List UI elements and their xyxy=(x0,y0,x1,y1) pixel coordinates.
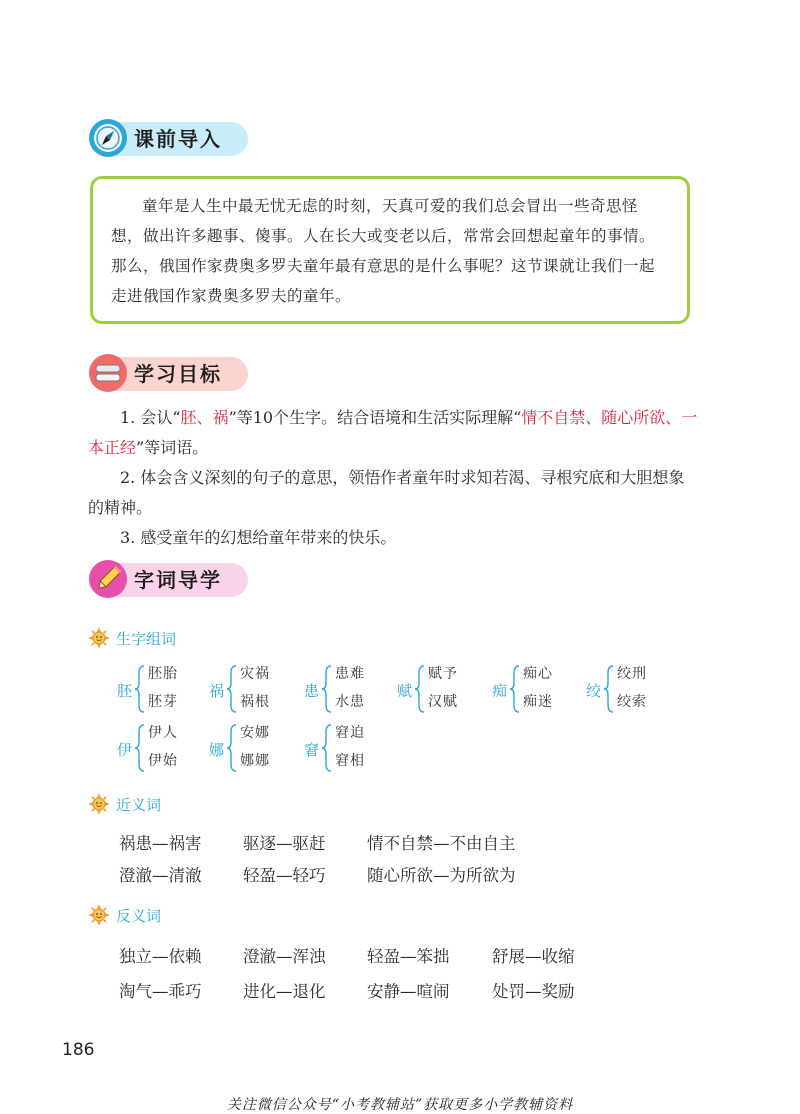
brace-icon xyxy=(134,665,146,713)
goal-1-text-a: 1. 会认“ xyxy=(120,408,181,427)
antonym-pair: 舒展—收缩 xyxy=(492,947,575,966)
char-group-char: 患 xyxy=(304,682,320,700)
subhead-antonyms-label: 反义词 xyxy=(116,907,162,925)
goal-1-chars: 胚、祸 xyxy=(180,408,229,427)
compass-icon xyxy=(88,118,128,158)
brace-icon xyxy=(603,665,615,713)
char-group-char: 窘 xyxy=(304,741,320,759)
char-group-word-1: 赋予 xyxy=(428,666,458,682)
brace-icon xyxy=(226,665,238,713)
char-group xyxy=(492,663,592,719)
char-group-char: 胚 xyxy=(117,682,133,700)
char-group-word-1: 窘迫 xyxy=(335,725,365,741)
char-group xyxy=(209,722,309,778)
goal-1-text-c: ”等词语。 xyxy=(136,438,209,457)
synonym-pair: 驱逐—驱赶 xyxy=(243,834,326,853)
char-group xyxy=(586,663,686,719)
pencil-icon xyxy=(88,559,128,599)
subhead-synonyms xyxy=(88,793,188,815)
synonym-pair: 随心所欲—为所欲为 xyxy=(367,866,516,885)
book-stack-icon xyxy=(88,353,128,393)
section-title-vocab: 字词导学 xyxy=(106,563,248,597)
char-group-word-2: 水患 xyxy=(335,694,365,710)
brace-icon xyxy=(509,665,521,713)
char-group-word-1: 绞刑 xyxy=(617,666,647,682)
char-group-char: 痴 xyxy=(492,682,508,700)
section-header-vocab xyxy=(88,559,258,601)
goal-2 xyxy=(88,463,698,523)
antonym-pair: 澄澈—浑浊 xyxy=(243,947,326,966)
page-number: 186 xyxy=(62,1040,95,1060)
sun-icon xyxy=(88,793,110,815)
sun-icon xyxy=(88,904,110,926)
synonym-pair: 澄澈—清澈 xyxy=(119,866,202,885)
antonym-pair: 独立—依赖 xyxy=(119,947,202,966)
section-title-intro: 课前导入 xyxy=(106,122,248,156)
char-group xyxy=(117,722,217,778)
brace-icon xyxy=(321,724,333,772)
char-group-word-2: 娜娜 xyxy=(240,753,270,769)
synonym-pair: 祸患—祸害 xyxy=(119,834,202,853)
section-header-goals xyxy=(88,353,258,395)
char-group xyxy=(117,663,217,719)
sun-icon xyxy=(88,627,110,649)
goal-1-words: 情不自禁、随心所欲、一本正经 xyxy=(88,408,698,457)
synonym-pair: 轻盈—轻巧 xyxy=(243,866,326,885)
antonym-pair: 轻盈—笨拙 xyxy=(367,947,450,966)
synonym-pair: 情不自禁—不由自主 xyxy=(367,834,516,853)
char-group-word-2: 汉赋 xyxy=(428,694,458,710)
goal-3 xyxy=(88,523,698,553)
char-group-char: 娜 xyxy=(209,741,225,759)
char-group-word-1: 灾祸 xyxy=(240,666,270,682)
char-group-word-1: 痴心 xyxy=(523,666,553,682)
subhead-chars xyxy=(88,627,208,649)
char-group-word-2: 窘相 xyxy=(335,753,365,769)
antonym-pair: 处罚—奖励 xyxy=(492,982,575,1001)
char-group xyxy=(304,722,404,778)
intro-box xyxy=(90,176,690,324)
char-group-char: 伊 xyxy=(117,741,133,759)
goal-1 xyxy=(88,403,698,463)
goal-1-text-b: ”等10个生字。结合语境和生活实际理解“ xyxy=(228,408,522,427)
brace-icon xyxy=(226,724,238,772)
char-group-char: 赋 xyxy=(397,682,413,700)
antonym-pair: 安静—喧闹 xyxy=(367,982,450,1001)
char-group-word-2: 祸根 xyxy=(240,694,270,710)
subhead-synonyms-label: 近义词 xyxy=(116,796,162,814)
antonym-pair: 淘气—乖巧 xyxy=(119,982,202,1001)
char-group-word-1: 伊人 xyxy=(148,725,178,741)
char-group xyxy=(209,663,309,719)
char-group xyxy=(397,663,497,719)
goal-3-text: 3. 感受童年的幻想给童年带来的快乐。 xyxy=(120,528,397,547)
char-group-word-1: 胚胎 xyxy=(148,666,178,682)
char-group-word-2: 绞索 xyxy=(617,694,647,710)
intro-paragraph: 童年是人生中最无忧无虑的时刻，天真可爱的我们总会冒出一些奇思怪想，做出许多趣事、傻事。人在长大或变老以后，常常会回想起童年的事情。那么，俄国作家费奥多罗夫童年最有意思的是什么事呢？这节课就让我们一起走进俄国作家费奥多罗夫的童年。 xyxy=(111,197,656,305)
section-title-goals: 学习目标 xyxy=(106,357,248,391)
subhead-antonyms xyxy=(88,904,188,926)
char-group-char: 绞 xyxy=(586,682,602,700)
char-group-word-2: 胚芽 xyxy=(148,694,178,710)
antonym-pair: 进化—退化 xyxy=(243,982,326,1001)
brace-icon xyxy=(414,665,426,713)
subhead-chars-label: 生字组词 xyxy=(116,630,177,648)
char-group xyxy=(304,663,404,719)
footer-note: 关注微信公众号“小考教辅站”获取更多小学教辅资料 xyxy=(226,1097,574,1113)
char-group-char: 祸 xyxy=(209,682,225,700)
char-group-word-1: 患难 xyxy=(335,666,365,682)
brace-icon xyxy=(321,665,333,713)
char-group-word-2: 痴迷 xyxy=(523,694,553,710)
char-group-word-2: 伊始 xyxy=(148,753,178,769)
brace-icon xyxy=(134,724,146,772)
char-group-word-1: 安娜 xyxy=(240,725,270,741)
goal-2-text: 2. 体会含义深刻的句子的意思，领悟作者童年时求知若渴、寻根究底和大胆想象的精神。 xyxy=(88,468,685,517)
section-header-intro xyxy=(88,118,258,160)
